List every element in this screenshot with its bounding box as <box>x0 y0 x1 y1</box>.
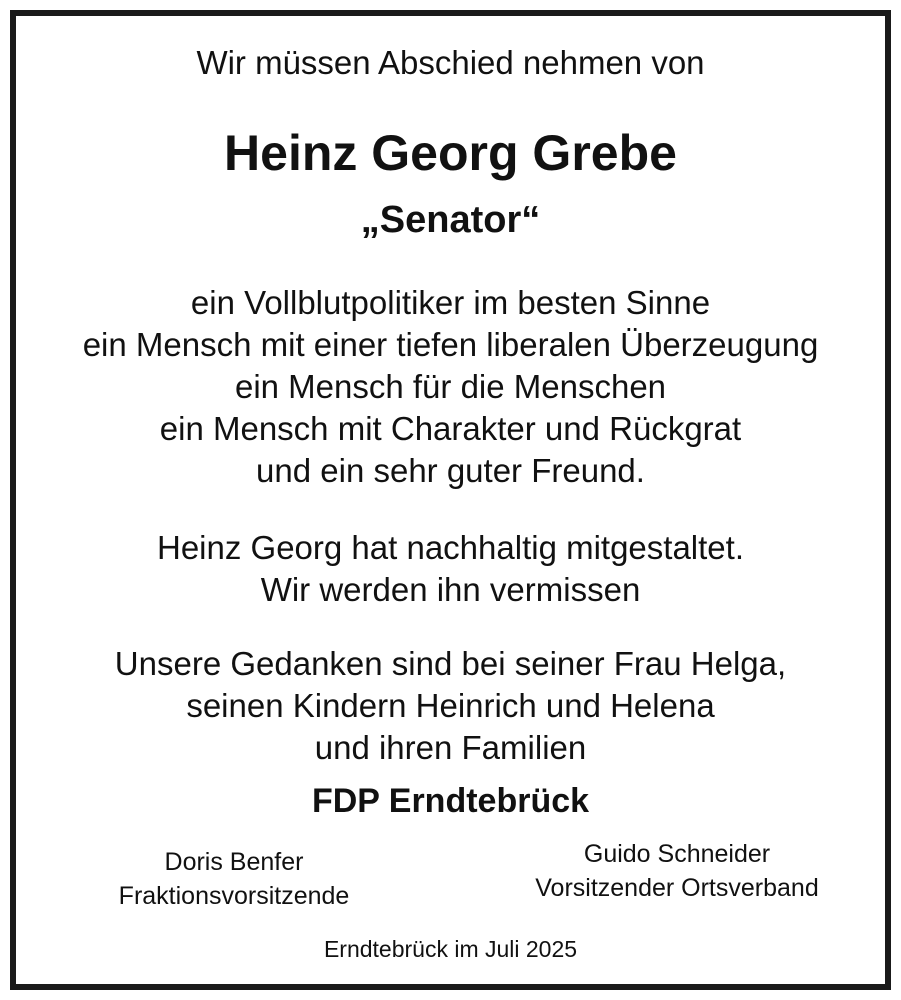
signatory-name: Doris Benfer <box>164 848 304 876</box>
signatory-left <box>94 850 374 909</box>
condolence-line: seinen Kindern Heinrich und Helena <box>186 687 715 724</box>
organization-name: FDP Erndtebrück <box>311 782 590 820</box>
tribute-line: ein Mensch mit Charakter und Rückgrat <box>159 410 742 447</box>
signatory-title: Vorsitzender Ortsverband <box>535 874 819 902</box>
signatory-name: Guido Schneider <box>583 840 771 868</box>
signatory-right <box>512 842 842 901</box>
deceased-nickname: „Senator“ <box>360 199 541 241</box>
signatory-title: Fraktionsvorsitzende <box>118 882 350 910</box>
place-date: Erndtebrück im Juli 2025 <box>323 936 578 962</box>
legacy-line: Heinz Georg hat nachhaltig mitgestaltet. <box>157 529 744 566</box>
obituary-notice <box>10 10 891 990</box>
intro-text: Wir müssen Abschied nehmen von <box>196 44 705 81</box>
tribute-line: ein Vollblutpolitiker im besten Sinne <box>190 284 711 321</box>
deceased-name: Heinz Georg Grebe <box>224 125 677 181</box>
condolence-line: und ihren Familien <box>314 729 587 766</box>
tribute-line: ein Mensch mit einer tiefen liberalen Überzeugung <box>82 326 819 363</box>
condolence-line: Unsere Gedanken sind bei seiner Frau Helga, <box>114 645 787 682</box>
tribute-line: und ein sehr guter Freund. <box>256 452 645 489</box>
legacy-line: Wir werden ihn vermissen <box>260 571 641 608</box>
tribute-line: ein Mensch für die Menschen <box>234 368 667 405</box>
